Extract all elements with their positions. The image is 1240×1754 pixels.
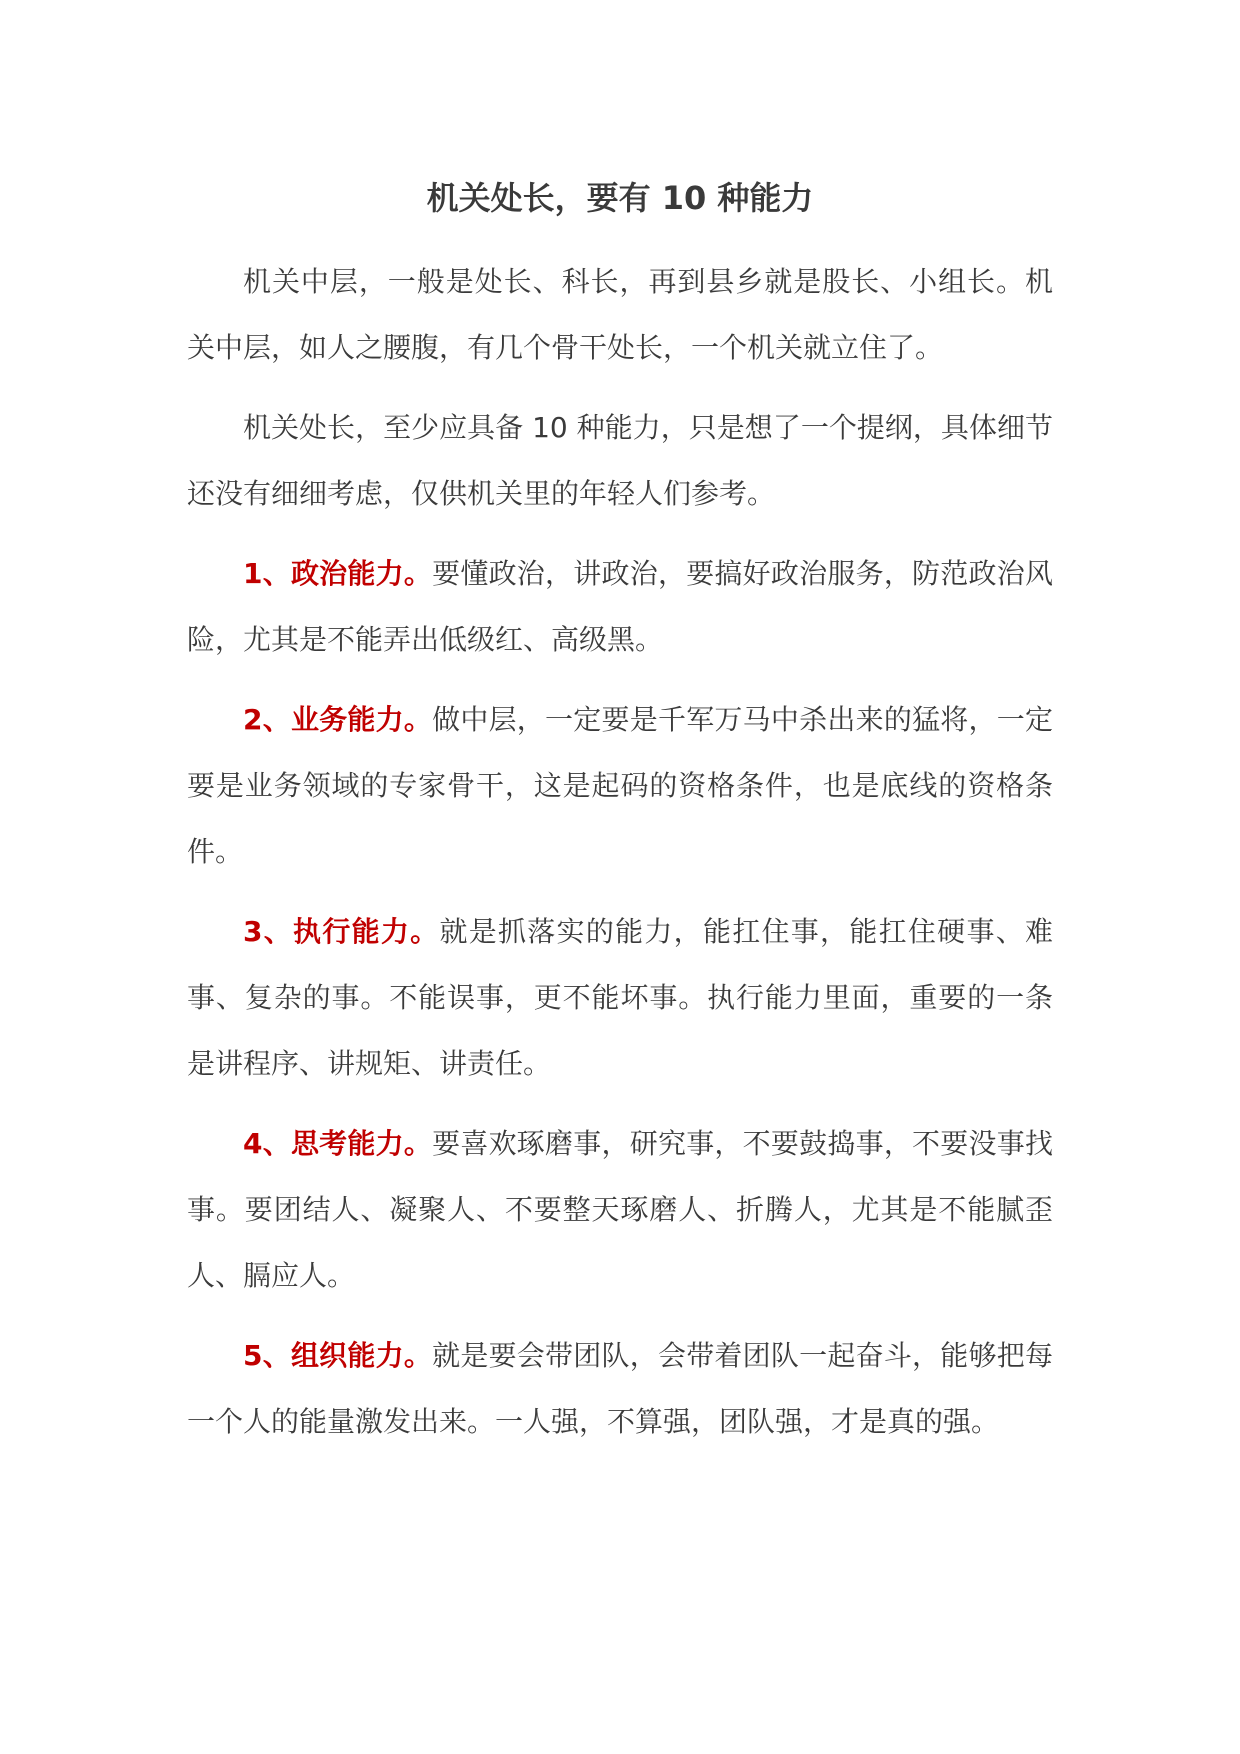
- point-text: 要喜欢琢磨事，研究事，不要鼓捣事，不要没事找事。要团结人、凝聚人、不要整天琢磨人、折腾人，尤其是不能腻歪人、膈应人。: [187, 1127, 1053, 1292]
- point-heading: 1、政治能力。: [243, 557, 433, 590]
- point-text: 要懂政治，讲政治，要搞好政治服务，防范政治风险，尤其是不能弄出低级红、高级黑。: [187, 557, 1053, 656]
- point-heading: 4、思考能力。: [243, 1127, 433, 1160]
- intro-paragraph-1: 机关中层，一般是处长、科长，再到县乡就是股长、小组长。机关中层，如人之腰腹，有几个骨干处长，一个机关就立住了。: [187, 265, 1053, 364]
- point-text: 做中层，一定要是千军万马中杀出来的猛将，一定要是业务领域的专家骨干，这是起码的资格条件，也是底线的资格条件。: [187, 703, 1053, 868]
- intro-paragraph-2: 机关处长，至少应具备 10 种能力，只是想了一个提纲，具体细节还没有细细考虑，仅供机关里的年轻人们参考。: [187, 411, 1053, 510]
- point-paragraph-2: [187, 687, 1053, 885]
- point-heading: 5、组织能力。: [243, 1339, 433, 1372]
- point-paragraph-4: [187, 1111, 1053, 1309]
- document-body: [187, 249, 1053, 1469]
- point-heading: 2、业务能力。: [243, 703, 433, 736]
- document-title: 机关处长，要有 10 种能力: [426, 179, 814, 217]
- point-paragraph-5: [187, 1323, 1053, 1455]
- point-paragraph-1: [187, 541, 1053, 673]
- point-paragraph-3: [187, 899, 1053, 1097]
- point-heading: 3、执行能力。: [243, 915, 440, 948]
- point-text: 就是抓落实的能力，能扛住事，能扛住硬事、难事、复杂的事。不能误事，更不能坏事。执行能力里面，重要的一条是讲程序、讲规矩、讲责任。: [187, 915, 1053, 1080]
- point-text: 就是要会带团队，会带着团队一起奋斗，能够把每一个人的能量激发出来。一人强，不算强，团队强，才是真的强。: [187, 1339, 1053, 1438]
